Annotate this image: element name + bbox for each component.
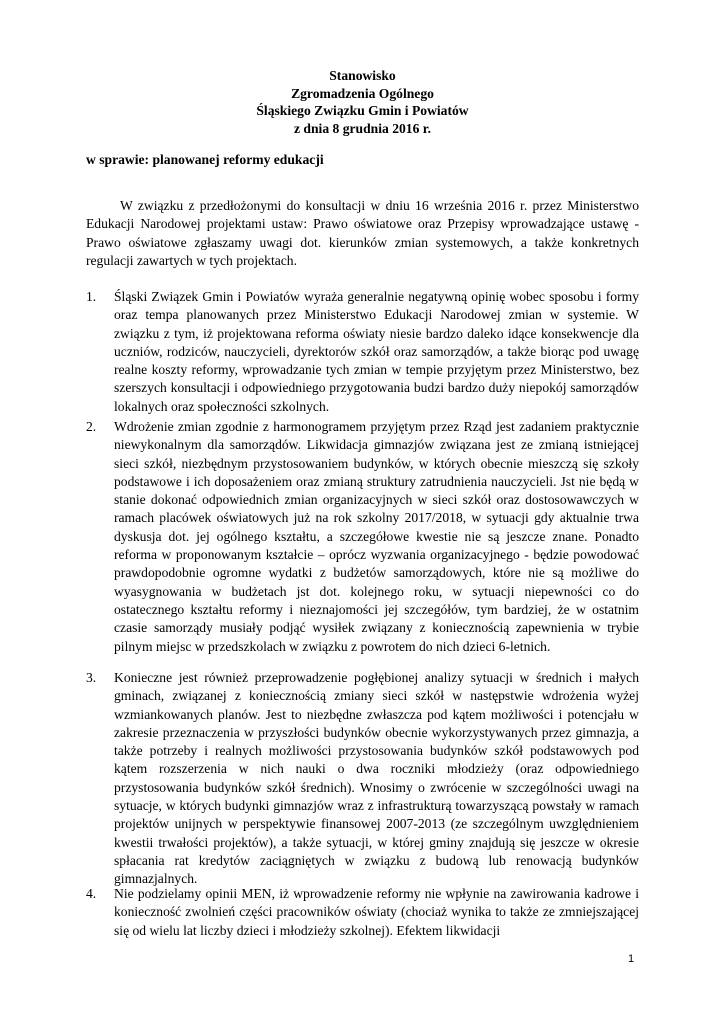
- list-item-number: 3.: [86, 670, 97, 685]
- document-subject: w sprawie: planowanej reformy edukacji: [86, 152, 324, 167]
- list-item-number: 1.: [86, 289, 97, 304]
- title-line-3: Śląskiego Związku Gmin i Powiatów: [256, 103, 469, 118]
- title-line-1: Stanowisko: [329, 68, 396, 83]
- list-item-text: Nie podzielamy opinii MEN, iż wprowadzenie reformy nie wpłynie na zawirowania kadrowe i konieczność zwolnień części pracowników oświaty (chociaż wynika to także ze zmniejszającej się od wielu lat liczby dzieci i młodzieży szkolnej). Efektem likwidacji: [114, 886, 639, 938]
- title-line-2: Zgromadzenia Ogólnego: [291, 85, 434, 101]
- list-item-text: Wdrożenie zmian zgodnie z harmonogramem przyjętym przez Rząd jest zadaniem praktycznie niewykonalnym dla samorządów. Likwidacja gimnazjów związana jest ze zmianą istniejącej sieci szkół, niezbędnym przystosowaniem budynków, w których obecnie mieszczą się szkoły podstawowe i ich doposażeniem oraz zmianą struktury zatrudnienia nauczycieli. Jst nie będą w stanie dokonać odpowiednich zmian organizacyjnych w sieci szkół oraz dostosowawczych w ramach placówek oświatowych już na rok szkolny 2017/2018, w sytuacji gdy aktualnie trwa dyskusja dot. jej ogólnego kształtu, a szczegółowe kwestie nie są jeszcze znane. Ponadto reforma w proponowanym kształcie – oprócz wyzwania organizacyjnego - będzie powodować prawdopodobnie ogromne wydatki z budżetów samorządowych, które nie są możliwe do wyasygnowania w budżetach jst dot. kolejnego roku, w sytuacji niepewności co do ostatecznego kształtu reformy i nieznajomości jej szczegółów, tym bardziej, że w ostatnim czasie samorządy musiały podjąć wysiłek związany z koniecznością zapewnienia w trybie pilnym miejsc w przedszkolach w związku z powrotem do nich dzieci 6-letnich.: [114, 419, 639, 654]
- list-item-number: 4.: [86, 886, 97, 901]
- document-title: [0, 67, 725, 137]
- list-item-number: 2.: [86, 419, 97, 434]
- list-item-text: Konieczne jest również przeprowadzenie pogłębionej analizy sytuacji w średnich i małych gminach, związanej z koniecznością zmiany sieci szkół w następstwie wdrożenia wyżej wzmiankowanych planów. Jest to niezbędne zwłaszcza pod kątem możliwości i potencjału w zakresie przeznaczenia w przyszłości budynków obecnie wykorzystywanych przez gimnazja, a także potrzeby i realnych możliwości przystosowania budynków szkół podstawowych pod kątem rozszerzenia w nich nauki o dwa roczniki młodzieży (oraz odpowiedniego przystosowania budynków szkół średnich). Wnosimy o zwrócenie w szczególności uwagi na sytuacje, w których budynki gimnazjów wraz z infrastrukturą towarzyszącą powstały w ramach projektów unijnych w perspektywie finansowej 2007-2013 (ze szczególnym uwzględnieniem kwestii trwałości projektów), a także sytuacji, w której gminy znajdują się jeszcze w okresie spłacania rat kredytów zaciągniętych w związku z budową lub renowacją budynków gimnazjalnych.: [114, 670, 639, 887]
- intro-paragraph: W związku z przedłożonymi do konsultacji w dniu 16 września 2016 r. przez Ministerstwo Edukacji Narodowej projektami ustaw: Prawo oświatowe oraz Przepisy wprowadzające ustawę - Prawo oświatowe zgłaszamy uwagi dot. kierunków zmian systemowych, a także konkretnych regulacji zawartych w tych projektach.: [86, 198, 639, 268]
- list-item-text: Śląski Związek Gmin i Powiatów wyraża generalnie negatywną opinię wobec sposobu i formy oraz tempa planowanych przez Ministerstwo Edukacji Narodowej zmian w systemie. W związku z tym, iż projektowana reforma oświaty niesie bardzo daleko idące konsekwencje dla uczniów, rodziców, nauczycieli, dyrektorów szkół oraz samorządów, a także biorąc pod uwagę realne koszty reformy, wprowadzanie tych zmian w tempie przyjętym przez Ministerstwo, bez szerszych konsultacji i odpowiedniego przygotowania budzi bardzo duży niepokój samorządów lokalnych oraz społeczności szkolnych.: [114, 289, 639, 414]
- title-line-4: z dnia 8 grudnia 2016 r.: [294, 120, 431, 136]
- page-number: 1: [628, 953, 635, 965]
